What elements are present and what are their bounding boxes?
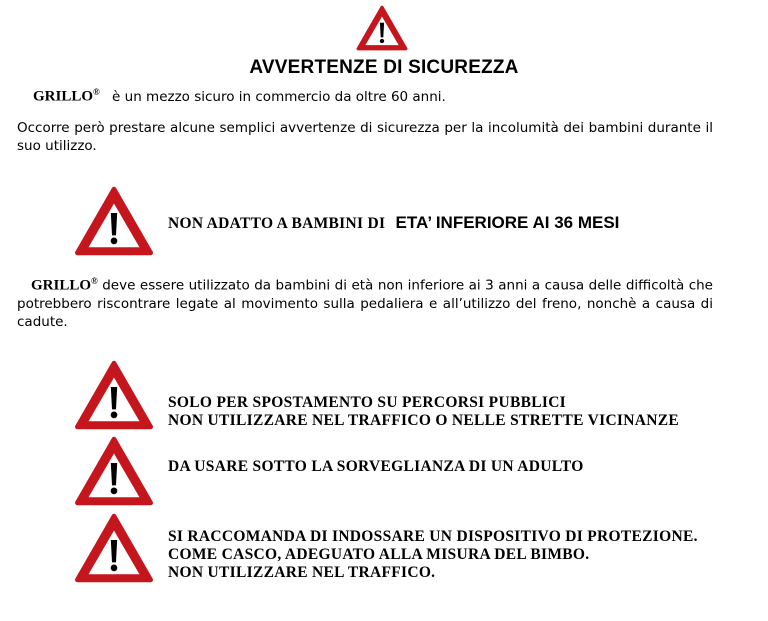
warning-age-limit-part2: ETA’ INFERIORE AI 36 MESI (395, 213, 620, 232)
warning-public-paths (168, 394, 758, 430)
warning-age-limit (168, 213, 748, 233)
intro-line-rest: è un mezzo sicuro in commercio da oltre 60 anni. (107, 88, 446, 105)
age-paragraph (17, 272, 713, 331)
warning-protection-line2: COME CASCO, ADEGUATO ALLA MISURA DEL BIMBO. (168, 546, 590, 563)
warning-triangle-icon (74, 186, 154, 256)
warning-protection (168, 528, 763, 582)
age-paragraph-text: deve essere utilizzato da bambini di età non inferiore ai 3 anni a causa delle difficoltà che potrebbero riscontrare legate al movimento sulla pedaliera e all’utilizzo del freno, nonchè a causa di cadute. (17, 277, 713, 330)
warning-adult-supervision (168, 458, 758, 476)
warning-adult-supervision-line1: DA USARE SOTTO LA SORVEGLIANZA DI UN ADULTO (168, 458, 584, 475)
warning-age-limit-part1: NON ADATTO A BAMBINI DI (168, 215, 390, 232)
brand-name: GRILLO (33, 88, 94, 105)
warning-triangle-icon (74, 513, 154, 583)
warning-triangle-icon (74, 436, 154, 506)
warning-triangle-icon (74, 360, 154, 430)
brand-name: GRILLO (31, 277, 92, 294)
warning-triangle-icon (356, 5, 408, 51)
warning-public-paths-line1: SOLO PER SPOSTAMENTO SU PERCORSI PUBBLICI (168, 394, 567, 411)
warning-public-paths-line2: NON UTILIZZARE NEL TRAFFICO O NELLE STRETTE VICINANZE (168, 412, 680, 429)
page-title: AVVERTENZE DI SICUREZZA (249, 57, 519, 78)
intro-line (33, 83, 733, 106)
intro-paragraph: Occorre però prestare alcune semplici avvertenze di sicurezza per la incolumità dei bambini durante il suo utilizzo. (17, 120, 713, 154)
registered-mark: ® (93, 87, 100, 97)
warning-protection-line1: SI RACCOMANDA DI INDOSSARE UN DISPOSITIVO DI PROTEZIONE. (168, 528, 698, 545)
registered-mark: ® (91, 276, 98, 286)
warning-protection-line3: NON UTILIZZARE NEL TRAFFICO. (168, 564, 436, 581)
